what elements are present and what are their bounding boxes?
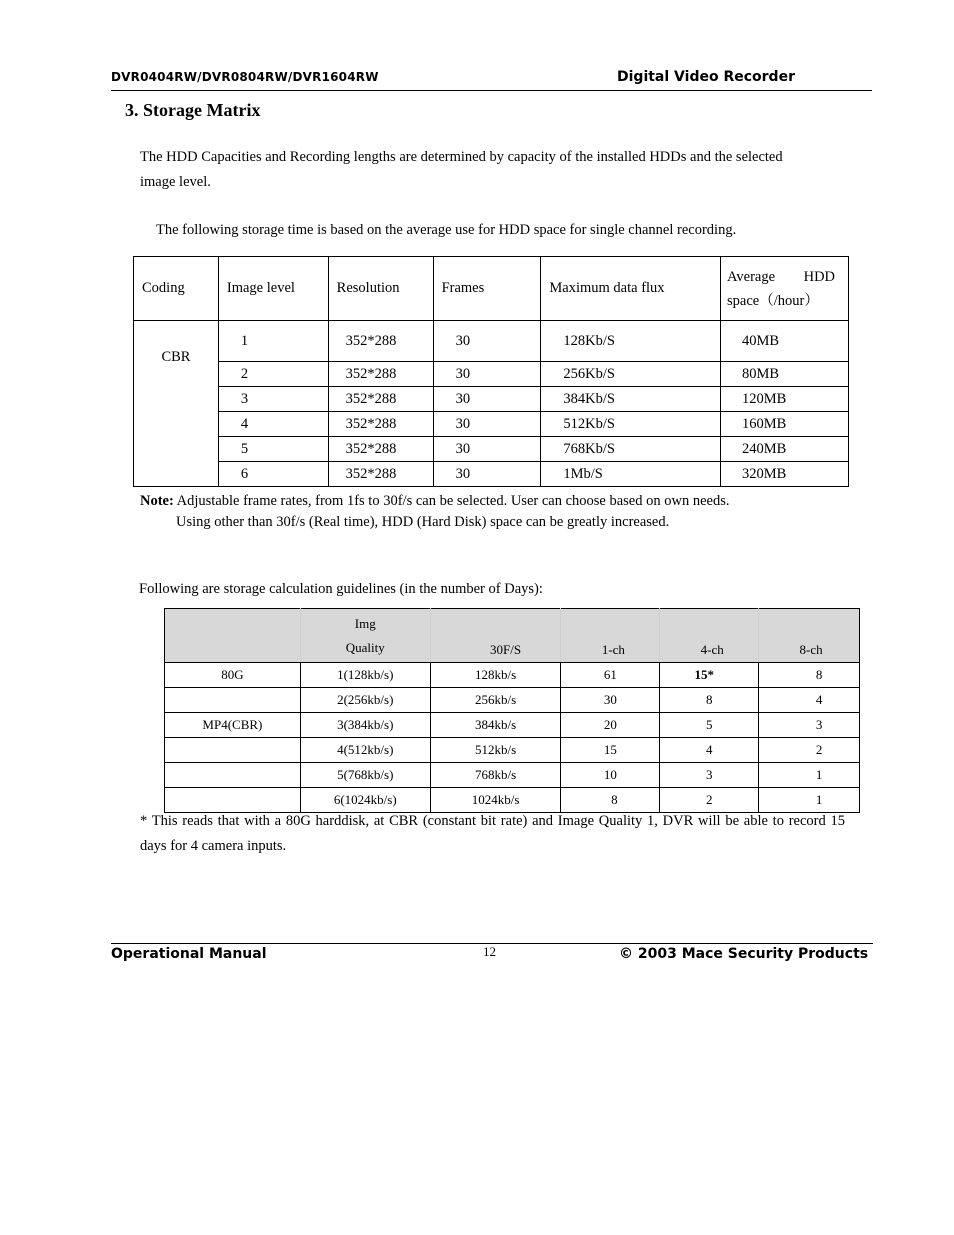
cell-space: 80MB [721, 362, 849, 387]
footer-page-number: 12 [483, 944, 496, 959]
guidelines-intro: Following are storage calculation guidelines (in the number of Days): [139, 581, 543, 597]
cell-rate: 128kb/s [430, 663, 561, 688]
cell-1ch: 20 [561, 713, 660, 738]
header-product: Digital Video Recorder [617, 69, 795, 85]
cell-rate: 512kb/s [430, 738, 561, 763]
cell-flux: 384Kb/S [541, 387, 721, 412]
cell-8ch: 3 [759, 713, 860, 738]
cell-rate: 1024kb/s [430, 788, 561, 813]
cell-level: 3 [218, 387, 328, 412]
header-models: DVR0404RW/DVR0804RW/DVR1604RW [111, 70, 379, 84]
cell-resolution: 352*288 [328, 462, 433, 487]
cell-1ch: 30 [561, 688, 660, 713]
coding-cbr: CBR [134, 321, 219, 487]
cell-rate: 256kb/s [430, 688, 561, 713]
cell-label [165, 763, 301, 788]
cell-level: 2 [218, 362, 328, 387]
cell-level: 1 [218, 321, 328, 362]
cell-flux: 256Kb/S [541, 362, 721, 387]
cell-1ch: 10 [561, 763, 660, 788]
cell-4ch: 4 [660, 738, 759, 763]
header-max-flux: Maximum data flux [541, 257, 721, 321]
table-row [165, 688, 860, 713]
cell-quality: 4(512kb/s) [300, 738, 430, 763]
note-text-2: Using other than 30f/s (Real time), HDD (Hard Disk) space can be greatly increased. [176, 514, 670, 530]
cell-frames: 30 [433, 412, 541, 437]
intro-line-3: The following storage time is based on the average use for HDD space for single channel recording. [156, 222, 737, 238]
cell-label: 80G [165, 663, 301, 688]
cell-level: 4 [218, 412, 328, 437]
cell-flux: 512Kb/S [541, 412, 721, 437]
header-avg-space: Average HDD space（/hour） [721, 257, 849, 321]
header-image-level: Image level [218, 257, 328, 321]
cell-rate: 768kb/s [430, 763, 561, 788]
cell-frames: 30 [433, 437, 541, 462]
table-row [165, 738, 860, 763]
cell-flux: 768Kb/S [541, 437, 721, 462]
cell-flux: 128Kb/S [541, 321, 721, 362]
footer-copyright: © 2003 Mace Security Products [619, 946, 869, 962]
cell-8ch: 2 [759, 738, 860, 763]
header-frames: Frames [433, 257, 541, 321]
cell-resolution: 352*288 [328, 412, 433, 437]
cell-space: 40MB [721, 321, 849, 362]
cell-level: 5 [218, 437, 328, 462]
cell-8ch: 1 [759, 763, 860, 788]
cell-4ch: 3 [660, 763, 759, 788]
cell-quality: 6(1024kb/s) [300, 788, 430, 813]
cell-resolution: 352*288 [328, 362, 433, 387]
table-row [134, 437, 849, 462]
cell-label [165, 688, 301, 713]
header-fps: 30F/S [430, 609, 561, 663]
cell-1ch: 8 [561, 788, 660, 813]
cell-flux: 1Mb/S [541, 462, 721, 487]
cell-frames: 30 [433, 362, 541, 387]
table-row [134, 462, 849, 487]
cell-label: MP4(CBR) [165, 713, 301, 738]
cell-4ch: 2 [660, 788, 759, 813]
cell-8ch: 4 [759, 688, 860, 713]
cell-4ch: 8 [660, 688, 759, 713]
cell-quality: 5(768kb/s) [300, 763, 430, 788]
cell-space: 240MB [721, 437, 849, 462]
table-header-row [165, 609, 860, 663]
storage-matrix-table [133, 256, 849, 487]
cell-quality: 2(256kb/s) [300, 688, 430, 713]
intro-line-2: image level. [140, 174, 211, 190]
table-row [165, 763, 860, 788]
cell-1ch: 61 [561, 663, 660, 688]
cell-4ch-highlight: 15* [660, 663, 759, 688]
storage-days-table [164, 608, 860, 813]
footnote: * This reads that with a 80G harddisk, at CBR (constant bit rate) and Image Quality 1, DVR will be able to record 15 days for 4 camera inputs. [140, 813, 845, 854]
header-coding: Coding [134, 257, 219, 321]
table-row [134, 412, 849, 437]
cell-8ch: 1 [759, 788, 860, 813]
footer-manual: Operational Manual [111, 946, 267, 962]
header-img-quality: Img Quality [300, 609, 430, 663]
cell-label [165, 738, 301, 763]
cell-4ch: 5 [660, 713, 759, 738]
note-label: Note: [140, 493, 174, 509]
table-header-row [134, 257, 849, 321]
intro-line-1: The HDD Capacities and Recording lengths are determined by capacity of the installed HDDs and the selected [140, 149, 783, 165]
cell-1ch: 15 [561, 738, 660, 763]
table-row [165, 663, 860, 688]
header-rule [111, 90, 872, 91]
header-4ch: 4-ch [660, 609, 759, 663]
cell-rate: 384kb/s [430, 713, 561, 738]
note-text-1: Adjustable frame rates, from 1fs to 30f/s can be selected. User can choose based on own needs. [173, 493, 730, 509]
header-8ch: 8-ch [759, 609, 860, 663]
cell-quality: 1(128kb/s) [300, 663, 430, 688]
cell-resolution: 352*288 [328, 437, 433, 462]
section-title: 3. Storage Matrix [125, 100, 261, 120]
cell-resolution: 352*288 [328, 387, 433, 412]
cell-frames: 30 [433, 321, 541, 362]
table-row [165, 713, 860, 738]
cell-frames: 30 [433, 387, 541, 412]
note [140, 489, 729, 513]
cell-space: 120MB [721, 387, 849, 412]
header-resolution: Resolution [328, 257, 433, 321]
cell-frames: 30 [433, 462, 541, 487]
cell-8ch: 8 [759, 663, 860, 688]
cell-quality: 3(384kb/s) [300, 713, 430, 738]
table-row [134, 387, 849, 412]
header-blank [165, 609, 301, 663]
cell-space: 320MB [721, 462, 849, 487]
cell-space: 160MB [721, 412, 849, 437]
header-1ch: 1-ch [561, 609, 660, 663]
cell-resolution: 352*288 [328, 321, 433, 362]
cell-level: 6 [218, 462, 328, 487]
table-row [134, 362, 849, 387]
table-row [134, 321, 849, 362]
